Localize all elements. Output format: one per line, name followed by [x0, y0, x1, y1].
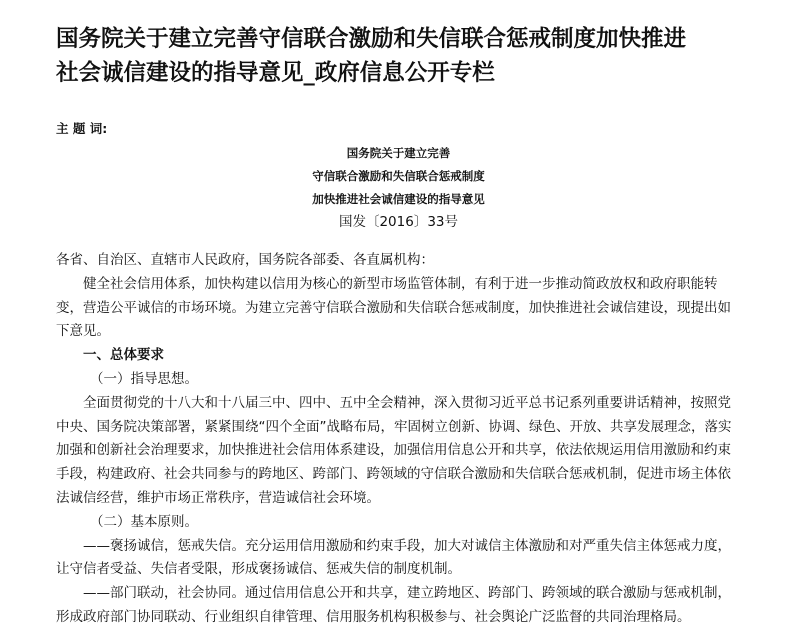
guiding-ideology-paragraph: 全面贯彻党的十八大和十八届三中、四中、五中全会精神，深入贯彻习近平总书记系列重要讲话精神，按照党中央、国务院决策部署，紧紧围绕“四个全面”战略布局，牢固树立创新、协调、绿色、开放、共享发展理念，落实加强和创新社会治理要求，加快推进社会信用体系建设，加强信用信息公开和共享，依法依规运用信用激励和约束手段，构建政府、社会共同参与的跨地区、跨部门、跨领域的守信联合激励和失信联合惩戒机制，促进市场主体依法诚信经营，维护市场正常秩序，营造诚信社会环境。	[56, 394, 732, 506]
subsection-heading-basic-principles: （二）基本原则。	[90, 513, 198, 530]
intro-paragraph: 健全社会信用体系，加快构建以信用为核心的新型市场监管体制，有利于进一步推动简政放权和政府职能转变，营造公平诚信的市场环境。为建立完善守信联合激励和失信联合惩戒制度，加快推进社会诚信建设，现提出如下意见。	[56, 275, 731, 340]
page-title	[56, 22, 741, 90]
section-heading-general-requirements: 一、总体要求	[83, 347, 164, 364]
document-body	[56, 249, 741, 630]
document-header	[56, 142, 741, 233]
principle-paragraph-2: ——部门联动，社会协同。通过信用信息公开和共享，建立跨地区、跨部门、跨领域的联合激励与惩戒机制，形成政府部门协同联动、行业组织自律管理、信用服务机构积极参与、社会舆论广泛监督的共同治理格局。	[56, 585, 731, 625]
keywords-label: 主 题 词:	[56, 121, 108, 136]
principle-paragraph-1: ——褒扬诚信，惩戒失信。充分运用信用激励和约束手段，加大对诚信主体激励和对严重失信主体惩戒力度，让守信者受益、失信者受限，形成褒扬诚信、惩戒失信的制度机制。	[56, 537, 731, 578]
doc-header-line3: 加快推进社会诚信建设的指导意见	[312, 192, 485, 206]
page-title-line1: 国务院关于建立完善守信联合激励和失信联合惩戒制度加快推进	[56, 26, 687, 52]
document-number: 国发〔2016〕33号	[338, 214, 459, 230]
doc-header-line2: 守信联合激励和失信联合惩戒制度	[312, 169, 485, 183]
subsection-heading-guiding-ideology: （一）指导思想。	[90, 370, 198, 387]
doc-header-line1: 国务院关于建立完善	[346, 146, 451, 160]
page-title-line2: 社会诚信建设的指导意见_政府信息公开专栏	[56, 60, 495, 86]
addressee: 各省、自治区、直辖市人民政府，国务院各部委、各直属机构：	[56, 252, 434, 268]
